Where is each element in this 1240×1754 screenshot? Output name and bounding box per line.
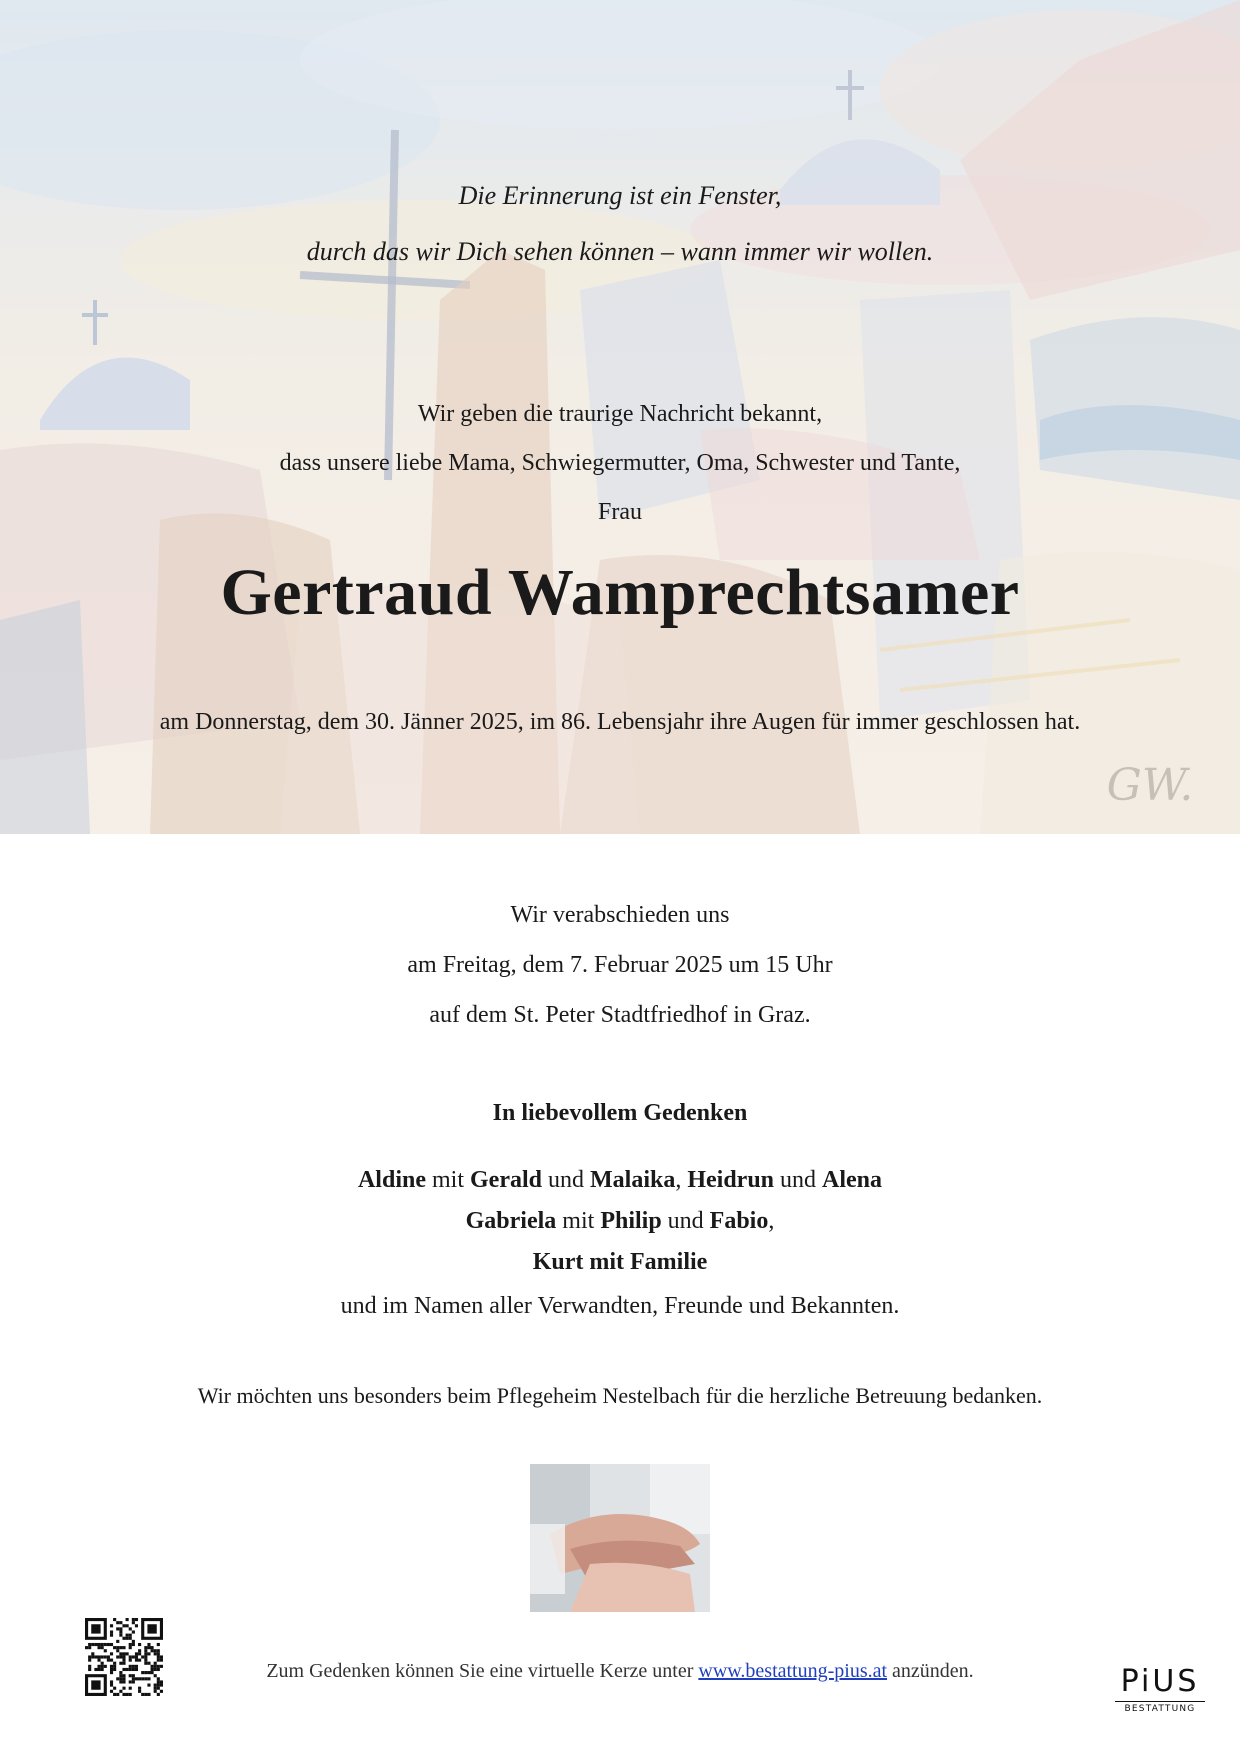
- family-line-1: Aldine mit Gerald und Malaika, Heidrun und Alena: [357, 1167, 883, 1193]
- farewell-line-2: am Freitag, dem 7. Februar 2025 um 15 Uhr: [407, 952, 833, 978]
- footer-text-after: anzünden.: [887, 1660, 974, 1682]
- footer-text: [0, 1660, 1240, 1683]
- logo-mark: PiUS: [1120, 1664, 1200, 1699]
- farewell-line-1: Wir verabschieden uns: [510, 902, 730, 928]
- death-date-text: am Donnerstag, dem 30. Jänner 2025, im 86. Lebensjahr ihre Augen für immer geschlossen hat.: [159, 709, 1081, 735]
- memory-title: In liebevollem Gedenken: [492, 1100, 748, 1126]
- deceased-name: Gertraud Wamprechtsamer: [220, 556, 1020, 629]
- hands-photo: [530, 1464, 710, 1612]
- announcement-line-3: Frau: [598, 499, 642, 525]
- family-line-2: Gabriela mit Philip und Fabio,: [465, 1208, 775, 1234]
- farewell-line-3: auf dem St. Peter Stadtfriedhof in Graz.: [429, 1002, 811, 1028]
- pius-logo: [1115, 1665, 1205, 1714]
- family-line-3: Kurt mit Familie: [532, 1249, 708, 1275]
- footer-text-before: Zum Gedenken können Sie eine virtuelle Kerze unter: [266, 1660, 699, 1682]
- announcement-line-2: dass unsere liebe Mama, Schwiegermutter, Oma, Schwester und Tante,: [279, 450, 961, 476]
- memorial-quote: [0, 168, 1240, 280]
- quote-line-2: durch das wir Dich sehen können – wann immer wir wollen.: [306, 237, 934, 266]
- website-link[interactable]: www.bestattung-pius.at: [698, 1660, 888, 1682]
- death-announcement: [0, 390, 1240, 537]
- qr-code[interactable]: [85, 1618, 163, 1696]
- announcement-line-1: Wir geben die traurige Nachricht bekannt,: [417, 401, 823, 427]
- quote-line-1: Die Erinnerung ist ein Fenster,: [458, 181, 782, 210]
- logo-subtitle: BESTATTUNG: [1115, 1701, 1205, 1714]
- thanks-text: Wir möchten uns besonders beim Pflegeheim Nestelbach für die herzliche Betreuung bedanken.: [197, 1383, 1043, 1408]
- family-list: [0, 1160, 1240, 1283]
- funeral-details: [0, 890, 1240, 1040]
- family-note: und im Namen aller Verwandten, Freunde und Bekannten.: [340, 1293, 900, 1319]
- painter-signature: GW.: [1106, 760, 1194, 811]
